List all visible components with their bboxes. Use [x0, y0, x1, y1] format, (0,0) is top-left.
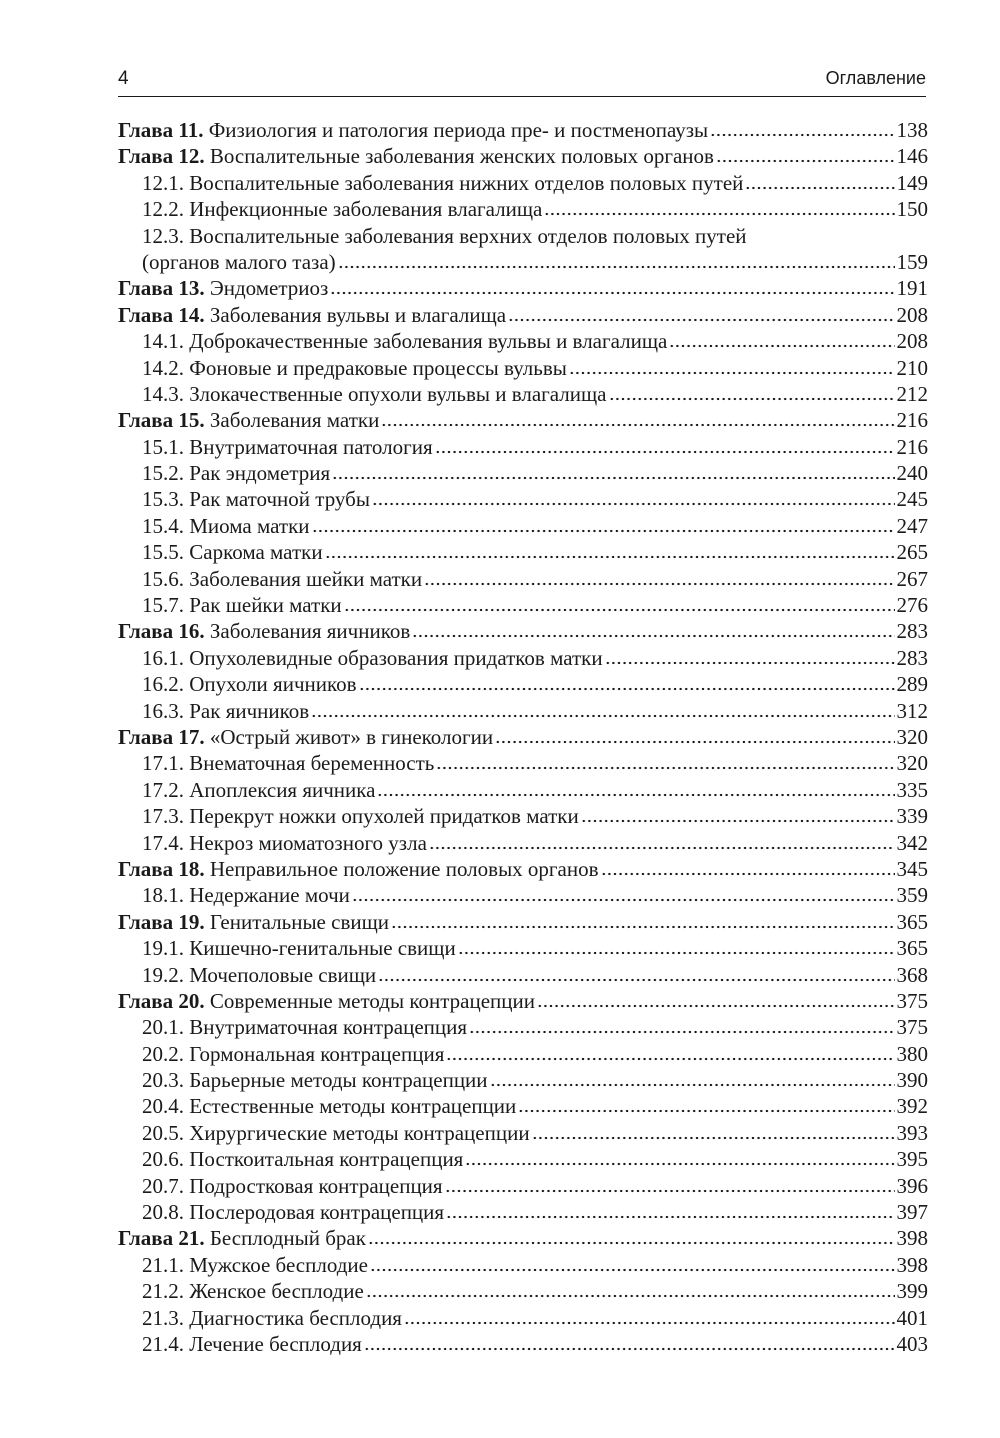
toc-entry-text — [142, 882, 350, 908]
toc-page-number: 245 — [896, 487, 928, 512]
toc-entry-title-continued: (органов малого таза) — [142, 249, 336, 274]
toc-section-entry[interactable] — [118, 1120, 928, 1146]
toc-entry-text — [142, 1146, 463, 1172]
toc-section-entry[interactable] — [118, 882, 928, 908]
toc-entry-title: Заболевания шейки матки — [189, 566, 423, 591]
toc-page-number: 368 — [896, 962, 928, 987]
toc-entry-number: 16.1. — [142, 645, 184, 670]
toc-entry-title: Злокачественные опухоли вульвы и влагалища — [189, 381, 607, 406]
toc-entry-title: Заболевания матки — [209, 408, 380, 433]
toc-page-number: 395 — [896, 1147, 928, 1172]
toc-entry-title: Бесплодный брак — [209, 1226, 366, 1251]
toc-page-number: 401 — [896, 1305, 928, 1330]
toc-entry-text — [142, 803, 579, 829]
toc-page-number: 320 — [896, 724, 928, 749]
toc-page-number: 149 — [896, 170, 928, 195]
toc-entry-title: Рак шейки матки — [189, 593, 342, 618]
dot-leader — [311, 714, 894, 718]
toc-section-entry[interactable] — [118, 1278, 928, 1304]
toc-entry-title: Некроз миоматозного узла — [189, 830, 427, 855]
toc-page-number: 398 — [896, 1226, 928, 1251]
toc-entry-title: «Острый живот» в гинекологии — [209, 724, 494, 749]
dot-leader — [669, 344, 894, 348]
toc-page-number: 191 — [896, 276, 928, 301]
toc-page-number: 399 — [896, 1279, 928, 1304]
toc-entry-text — [142, 1331, 362, 1357]
toc-entry-number: Глава 16. — [118, 619, 205, 644]
toc-page-number: 146 — [896, 144, 928, 169]
toc-section-entry[interactable] — [118, 803, 928, 829]
dot-leader — [372, 502, 895, 506]
toc-page-number: 397 — [896, 1200, 928, 1225]
toc-page-number: 390 — [896, 1068, 928, 1093]
toc-section-entry[interactable] — [118, 566, 928, 592]
toc-entry-text — [142, 1120, 530, 1146]
toc-section-entry[interactable] — [118, 830, 928, 856]
dot-leader — [332, 476, 894, 480]
toc-entry-text — [142, 328, 667, 354]
toc-entry-title: Мужское бесплодие — [189, 1252, 368, 1277]
toc-page-number: 208 — [896, 329, 928, 354]
toc-entry-title: Рак яичников — [189, 698, 310, 723]
toc-entry-title: Послеродовая контрацепция — [189, 1200, 445, 1225]
toc-entry-text — [118, 909, 389, 935]
toc-entry-text — [142, 355, 567, 381]
toc-page-number: 283 — [896, 619, 928, 644]
dot-leader — [370, 1268, 895, 1272]
toc-entry-title: Подростковая контрацепция — [189, 1173, 443, 1198]
toc-entry-number: 15.6. — [142, 566, 184, 591]
toc-entry-text — [118, 275, 328, 301]
toc-entry-title: Диагностика бесплодия — [189, 1305, 402, 1330]
toc-entry-number: 15.5. — [142, 540, 184, 565]
toc-entry-continuation[interactable] — [118, 249, 928, 275]
toc-entry-title: Воспалительные заболевания верхних отделов половых путей — [189, 223, 747, 248]
toc-entry-number: Глава 18. — [118, 856, 205, 881]
toc-entry-title: Хирургические методы контрацепции — [189, 1120, 530, 1145]
toc-page-number: 150 — [896, 197, 928, 222]
toc-entry-text — [142, 1305, 402, 1331]
dot-leader — [381, 423, 894, 427]
toc-entry-text — [118, 407, 379, 433]
toc-entry-text — [142, 539, 323, 565]
toc-entry-title: Инфекционные заболевания влагалища — [189, 197, 543, 222]
dot-leader — [495, 740, 894, 744]
toc-entry-title: Естественные методы контрацепции — [189, 1094, 517, 1119]
dot-leader — [445, 1189, 895, 1193]
toc-chapter-entry[interactable] — [118, 988, 928, 1014]
toc-entry-text — [118, 143, 714, 169]
toc-entry-title: Заболевания вульвы и влагалища — [209, 302, 507, 327]
toc-entry-number: 17.1. — [142, 751, 184, 776]
page-header — [118, 66, 926, 97]
toc-entry-number: 16.2. — [142, 672, 184, 697]
toc-entry-number: 20.8. — [142, 1200, 184, 1225]
dot-leader — [424, 582, 894, 586]
toc-entry-title: Опухоли яичников — [189, 672, 357, 697]
toc-entry-title: Апоплексия яичника — [189, 777, 376, 802]
toc-entry-text — [142, 434, 433, 460]
dot-leader — [338, 265, 895, 269]
toc-entry-title: Лечение бесплодия — [189, 1331, 362, 1356]
toc-page-number: 342 — [896, 830, 928, 855]
toc-entry-number: Глава 13. — [118, 276, 205, 301]
toc-entry-text — [142, 1278, 364, 1304]
toc-section-entry[interactable] — [118, 1146, 928, 1172]
toc-page-number: 216 — [896, 434, 928, 459]
dot-leader — [330, 291, 894, 295]
toc-entry-number: Глава 21. — [118, 1226, 205, 1251]
toc-page-number: 265 — [896, 540, 928, 565]
toc-page-number: 138 — [896, 118, 928, 142]
toc-entry-number: 15.4. — [142, 513, 184, 538]
toc-page-number: 375 — [896, 988, 928, 1013]
toc-entry-number: 12.1. — [142, 170, 184, 195]
toc-section-entry[interactable] — [118, 513, 928, 539]
toc-page-number: 276 — [896, 593, 928, 618]
toc-section-entry[interactable] — [118, 750, 928, 776]
toc-entry-number: 20.3. — [142, 1068, 184, 1093]
dot-leader — [569, 371, 895, 375]
toc-chapter-entry[interactable] — [118, 909, 928, 935]
dot-leader — [458, 951, 895, 955]
toc-section-entry[interactable] — [118, 1067, 928, 1093]
toc-page-number: 216 — [896, 408, 928, 433]
toc-page-number: 240 — [896, 461, 928, 486]
toc-entry-number: 19.1. — [142, 936, 184, 961]
toc-entry-number: 20.6. — [142, 1147, 184, 1172]
toc-chapter-entry[interactable] — [118, 407, 928, 433]
toc-entry-number: 21.2. — [142, 1279, 184, 1304]
dot-leader — [716, 159, 895, 163]
toc-entry-title: Кишечно-генитальные свищи — [189, 936, 456, 961]
dot-leader — [544, 212, 894, 216]
toc-section-entry[interactable] — [118, 671, 928, 697]
toc-entry-text — [142, 486, 370, 512]
toc-section-entry[interactable] — [118, 1252, 928, 1278]
toc-entry-text — [142, 513, 310, 539]
dot-leader — [446, 1057, 894, 1061]
toc-entry-title: Заболевания яичников — [209, 619, 411, 644]
toc-entry-text — [142, 460, 330, 486]
toc-page-number: 375 — [896, 1015, 928, 1040]
toc-entry-title: Доброкачественные заболевания вульвы и влагалища — [189, 329, 668, 354]
running-title: Оглавление — [825, 68, 926, 88]
toc-entry-text — [142, 962, 376, 988]
toc-entry-title: Внутриматочная патология — [189, 434, 433, 459]
toc-entry-number: Глава 14. — [118, 302, 205, 327]
toc-entry-text — [118, 618, 410, 644]
toc-section-entry[interactable] — [118, 1331, 928, 1357]
toc-entry-number: 12.2. — [142, 197, 184, 222]
toc-entry-number: Глава 17. — [118, 724, 205, 749]
toc-page-number: 335 — [896, 777, 928, 802]
toc-page-number: 208 — [896, 302, 928, 327]
toc-page-number: 380 — [896, 1041, 928, 1066]
toc-entry-number: Глава 19. — [118, 909, 205, 934]
toc-entry-text — [142, 381, 607, 407]
toc-entry-number: 21.3. — [142, 1305, 184, 1330]
toc-entry-title: Эндометриоз — [209, 276, 329, 301]
toc-page-number: 312 — [896, 698, 928, 723]
toc-entry-title: Рак эндометрия — [189, 461, 331, 486]
dot-leader — [359, 687, 895, 691]
toc-entry-title: Воспалительные заболевания женских половых органов — [209, 144, 714, 169]
dot-leader — [325, 555, 895, 559]
toc-section-entry[interactable] — [118, 777, 928, 803]
toc-entry-text — [142, 170, 743, 196]
toc-page-number: 365 — [896, 909, 928, 934]
toc-entry-title: Современные методы контрацепции — [209, 988, 535, 1013]
toc-section-entry[interactable] — [118, 1093, 928, 1119]
toc-page-number: 212 — [896, 381, 928, 406]
toc-section-entry[interactable] — [118, 328, 928, 354]
dot-leader — [378, 978, 894, 982]
dot-leader — [745, 186, 894, 190]
toc-entry-text — [142, 750, 434, 776]
toc-page-number: 396 — [896, 1173, 928, 1198]
toc-chapter-entry[interactable] — [118, 302, 928, 328]
table-of-contents — [118, 117, 928, 1357]
dot-leader — [601, 872, 895, 876]
toc-entry-number: 12.3. — [142, 223, 184, 248]
toc-entry-text — [118, 856, 599, 882]
toc-section-entry[interactable] — [118, 1041, 928, 1067]
toc-entry-number: 15.2. — [142, 461, 184, 486]
toc-entry-number: 18.1. — [142, 883, 184, 908]
toc-entry-number: 15.3. — [142, 487, 184, 512]
dot-leader — [609, 397, 895, 401]
toc-page-number: 320 — [896, 751, 928, 776]
dot-leader — [537, 1004, 895, 1008]
dot-leader — [436, 766, 894, 770]
dot-leader — [312, 529, 895, 533]
toc-section-entry[interactable] — [118, 381, 928, 407]
toc-entry-number: 16.3. — [142, 698, 184, 723]
dot-leader — [508, 318, 894, 322]
dot-leader — [435, 450, 895, 454]
toc-page-number: 345 — [896, 856, 928, 881]
toc-entry-text — [142, 1041, 444, 1067]
dot-leader — [352, 898, 895, 902]
toc-entry-wrapped[interactable] — [118, 223, 928, 249]
toc-entry-text — [142, 698, 309, 724]
toc-entry-number: 20.2. — [142, 1041, 184, 1066]
toc-entry-number: 19.2. — [142, 962, 184, 987]
toc-entry-text — [142, 671, 357, 697]
page-number: 4 — [118, 68, 129, 89]
toc-entry-text — [142, 196, 542, 222]
toc-entry-title: Посткоитальная контрацепция — [189, 1147, 464, 1172]
toc-entry-text — [142, 777, 375, 803]
toc-entry-title: Физиология и патология периода пре- и постменопаузы — [208, 118, 709, 142]
toc-entry-title: Недержание мочи — [189, 883, 350, 908]
dot-leader — [710, 133, 894, 137]
toc-entry-number: Глава 12. — [118, 144, 205, 169]
toc-page-number: 393 — [896, 1120, 928, 1145]
toc-chapter-entry[interactable] — [118, 724, 928, 750]
toc-section-entry[interactable] — [118, 962, 928, 988]
toc-entry-title: Саркома матки — [189, 540, 323, 565]
toc-entry-number: 17.4. — [142, 830, 184, 855]
toc-entry-title: Женское бесплодие — [189, 1279, 364, 1304]
toc-entry-number: Глава 20. — [118, 988, 205, 1013]
toc-section-entry[interactable] — [118, 1305, 928, 1331]
toc-section-entry[interactable] — [118, 170, 928, 196]
toc-page-number: 247 — [896, 513, 928, 538]
toc-entry-number: 21.1. — [142, 1252, 184, 1277]
toc-entry-title: Фоновые и предраковые процессы вульвы — [189, 355, 567, 380]
dot-leader — [344, 608, 895, 612]
toc-entry-title: Опухолевидные образования придатков матки — [189, 645, 603, 670]
toc-entry-number: 14.3. — [142, 381, 184, 406]
toc-entry-number: Глава 11. — [118, 118, 204, 142]
toc-entry-title: Внутриматочная контрацепция — [189, 1015, 468, 1040]
toc-entry-text — [142, 566, 422, 592]
toc-entry-title: Миома матки — [189, 513, 310, 538]
toc-entry-title: Гормональная контрацепция — [189, 1041, 445, 1066]
dot-leader — [368, 1241, 895, 1245]
toc-section-entry[interactable] — [118, 592, 928, 618]
toc-page-number: 210 — [896, 355, 928, 380]
toc-entry-text — [118, 988, 535, 1014]
toc-entry-text — [142, 830, 427, 856]
toc-entry-text — [142, 1014, 467, 1040]
toc-entry-text — [142, 1199, 444, 1225]
toc-section-entry[interactable] — [118, 434, 928, 460]
toc-page-number: 159 — [896, 249, 928, 274]
dot-leader — [446, 1215, 894, 1219]
toc-entry-title: Генитальные свищи — [209, 909, 390, 934]
toc-section-entry[interactable] — [118, 645, 928, 671]
dot-leader — [581, 819, 895, 823]
toc-entry-text — [118, 302, 506, 328]
toc-page-number: 283 — [896, 645, 928, 670]
dot-leader — [377, 793, 894, 797]
toc-section-entry[interactable] — [118, 460, 928, 486]
dot-leader — [429, 846, 895, 850]
toc-entry-text — [142, 1067, 488, 1093]
toc-entry-number: 20.4. — [142, 1094, 184, 1119]
toc-chapter-entry[interactable] — [118, 618, 928, 644]
toc-page-number: 365 — [896, 936, 928, 961]
toc-entry-number: 15.1. — [142, 434, 184, 459]
toc-entry-text — [142, 645, 603, 671]
dot-leader — [490, 1083, 895, 1087]
dot-leader — [465, 1162, 894, 1166]
toc-entry-number: 20.5. — [142, 1120, 184, 1145]
toc-section-entry[interactable] — [118, 1199, 928, 1225]
toc-entry-title: Перекрут ножки опухолей придатков матки — [189, 804, 579, 829]
toc-chapter-entry[interactable] — [118, 856, 928, 882]
dot-leader — [605, 661, 895, 665]
toc-page-number: 267 — [896, 566, 928, 591]
toc-section-entry[interactable] — [118, 355, 928, 381]
dot-leader — [518, 1109, 894, 1113]
toc-entry-number: 20.7. — [142, 1173, 184, 1198]
toc-entry-title: Неправильное положение половых органов — [209, 856, 599, 881]
toc-entry-title: Воспалительные заболевания нижних отделов половых путей — [189, 170, 744, 195]
toc-page-number: 392 — [896, 1094, 928, 1119]
toc-entry-text — [142, 1173, 443, 1199]
toc-entry-number: 15.7. — [142, 593, 184, 618]
toc-page-number: 289 — [896, 672, 928, 697]
toc-page-number: 359 — [896, 883, 928, 908]
toc-section-entry[interactable] — [118, 196, 928, 222]
toc-section-entry[interactable] — [118, 935, 928, 961]
toc-entry-number: Глава 15. — [118, 408, 205, 433]
toc-chapter-entry[interactable] — [118, 117, 928, 143]
toc-entry-text — [142, 1252, 368, 1278]
toc-entry-number: 20.1. — [142, 1015, 184, 1040]
toc-entry-text — [142, 935, 456, 961]
toc-entry-number: 14.2. — [142, 355, 184, 380]
toc-page-number: 398 — [896, 1252, 928, 1277]
toc-chapter-entry[interactable] — [118, 275, 928, 301]
toc-entry-title: Рак маточной трубы — [189, 487, 370, 512]
toc-entry-title: Внематочная беременность — [189, 751, 435, 776]
toc-page-number: 403 — [896, 1331, 928, 1356]
toc-entry-number: 17.2. — [142, 777, 184, 802]
toc-entry-number: 21.4. — [142, 1331, 184, 1356]
toc-chapter-entry[interactable] — [118, 1225, 928, 1251]
toc-section-entry[interactable] — [118, 539, 928, 565]
toc-entry-title: Мочеполовые свищи — [189, 962, 377, 987]
toc-section-entry[interactable] — [118, 486, 928, 512]
dot-leader — [366, 1294, 895, 1298]
toc-page-number: 339 — [896, 804, 928, 829]
toc-entry-text — [118, 117, 708, 143]
toc-entry-number: 17.3. — [142, 804, 184, 829]
toc-entry-text — [118, 1225, 366, 1251]
dot-leader — [404, 1321, 895, 1325]
toc-section-entry[interactable] — [118, 698, 928, 724]
toc-section-entry[interactable] — [118, 1173, 928, 1199]
toc-entry-title: Барьерные методы контрацепции — [189, 1068, 488, 1093]
toc-entry-text — [142, 592, 342, 618]
dot-leader — [391, 925, 894, 929]
dot-leader — [412, 634, 894, 638]
dot-leader — [469, 1030, 894, 1034]
toc-section-entry[interactable] — [118, 1014, 928, 1040]
toc-entry-text — [118, 724, 493, 750]
toc-chapter-entry[interactable] — [118, 143, 928, 169]
dot-leader — [364, 1347, 895, 1351]
toc-entry-number: 14.1. — [142, 329, 184, 354]
toc-entry-text — [142, 1093, 516, 1119]
dot-leader — [532, 1136, 895, 1140]
